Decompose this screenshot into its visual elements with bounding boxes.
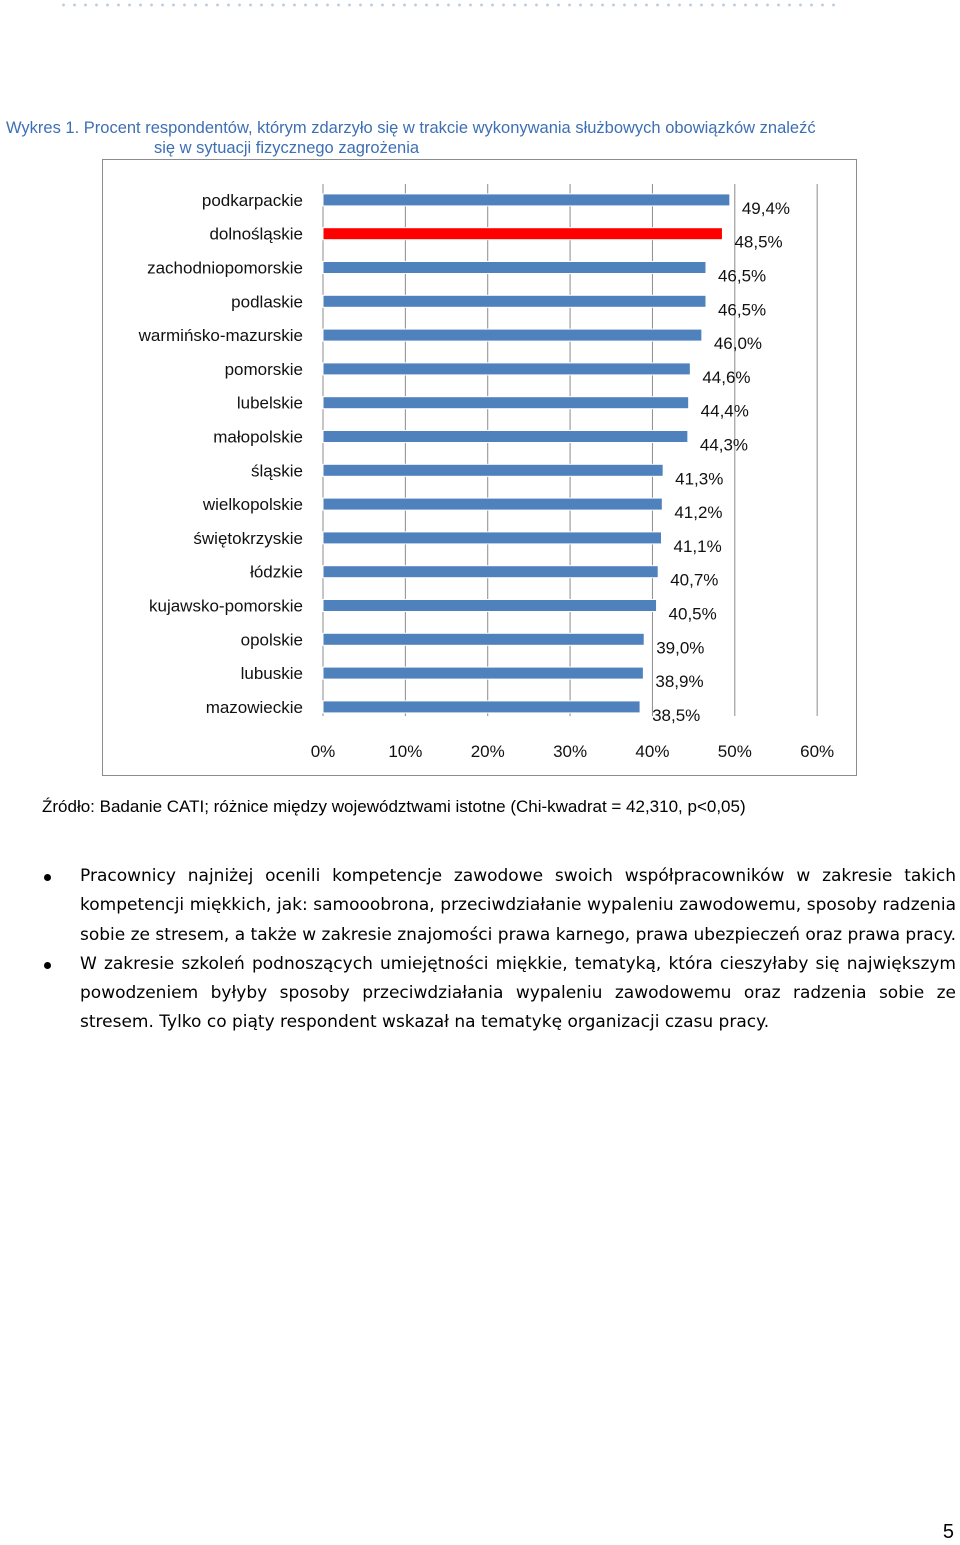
data-label: 38,5% (652, 705, 701, 725)
category-label: podlaskie (231, 292, 303, 312)
x-tick-label: 60% (800, 742, 835, 761)
category-label: kujawsko-pomorskie (149, 596, 303, 616)
bar-chart (103, 160, 858, 777)
category-label: małopolskie (213, 427, 303, 447)
bar (323, 262, 706, 274)
data-label: 48,5% (734, 232, 783, 252)
bar (323, 363, 690, 375)
bullet-text: Pracownicy najniżej ocenili kompetencje zawodowe swoich współpracowników w zakresie takich kompetencji miękkich, jak: samooobrona, przeciwdziałanie wypaleniu zawodowemu, sposoby radzenia sobie ze stresem, a także w zakresie znajomości prawa karnego, prawa ubezpieczeń oraz prawa pracy. (80, 866, 956, 945)
category-label: lubelskie (236, 393, 303, 413)
bar (323, 464, 663, 476)
bullet-item (42, 862, 956, 950)
data-label: 46,0% (713, 334, 763, 354)
bar (323, 532, 661, 544)
category-label: śląskie (251, 461, 303, 481)
x-tick-label: 0% (310, 742, 336, 761)
bar (323, 397, 689, 409)
data-label: 46,5% (717, 266, 767, 286)
x-tick-label: 20% (470, 742, 505, 761)
data-label: 44,3% (699, 435, 749, 455)
category-label: pomorskie (224, 359, 303, 379)
x-tick-label: 30% (553, 742, 588, 761)
bar (323, 600, 657, 612)
bar (323, 667, 643, 679)
x-tick-label: 40% (635, 742, 670, 761)
category-label: zachodniopomorskie (147, 258, 303, 278)
header-dotted-line (58, 2, 838, 8)
bar (323, 701, 640, 713)
bar (323, 633, 644, 645)
category-label: mazowieckie (205, 697, 303, 717)
data-label: 40,7% (670, 570, 719, 590)
category-label: wielkopolskie (202, 495, 303, 515)
data-label: 44,4% (700, 401, 749, 421)
bar (323, 194, 730, 206)
data-label: 41,1% (673, 536, 722, 556)
bar (323, 566, 658, 578)
figure-caption (6, 118, 956, 158)
bar (323, 498, 662, 510)
category-label: dolnośląskie (209, 224, 303, 244)
bullet-item (42, 950, 956, 1038)
category-label: łódzkie (250, 562, 303, 582)
bullet-list (42, 862, 956, 1038)
data-label: 44,6% (702, 367, 751, 387)
caption-line-1: Wykres 1. Procent respondentów, którym zdarzyło się w trakcie wykonywania służbowych obowiązków znaleźć (6, 119, 816, 137)
category-label: opolskie (240, 630, 303, 650)
data-label: 49,4% (741, 198, 791, 218)
data-label: 46,5% (717, 300, 767, 320)
caption-line-2: się w sytuacji fizycznego zagrożenia (154, 139, 420, 157)
chart-frame (102, 159, 857, 776)
source-note: Źródło: Badanie CATI; różnice między województwami istotne (Chi-kwadrat = 42,310, p<0,05) (42, 797, 746, 816)
x-tick-label: 50% (717, 742, 752, 761)
bullet-icon (44, 874, 51, 881)
data-label: 40,5% (668, 604, 717, 624)
bar (323, 228, 722, 240)
category-label: świętokrzyskie (193, 528, 303, 548)
category-label: podkarpackie (201, 190, 303, 210)
data-label: 41,2% (674, 503, 723, 523)
data-label: 38,9% (655, 672, 704, 692)
data-label: 39,0% (656, 638, 705, 658)
x-tick-label: 10% (388, 742, 423, 761)
bar (323, 431, 688, 443)
page-number: 5 (942, 1521, 954, 1543)
data-label: 41,3% (675, 469, 724, 489)
bar (323, 295, 706, 307)
bar (323, 329, 702, 341)
category-label: lubuskie (240, 664, 303, 684)
bullet-text: W zakresie szkoleń podnoszących umiejętności miękkie, tematyką, która cieszyłaby się największym powodzeniem byłyby sposoby przeciwdziałania wypaleniu zawodowemu oraz radzenia sobie ze stresem. Tylko co piąty respondent wskazał na tematykę organizacji czasu pracy. (80, 953, 956, 1033)
bullet-icon (44, 962, 51, 969)
category-label: warmińsko-mazurskie (138, 326, 303, 346)
